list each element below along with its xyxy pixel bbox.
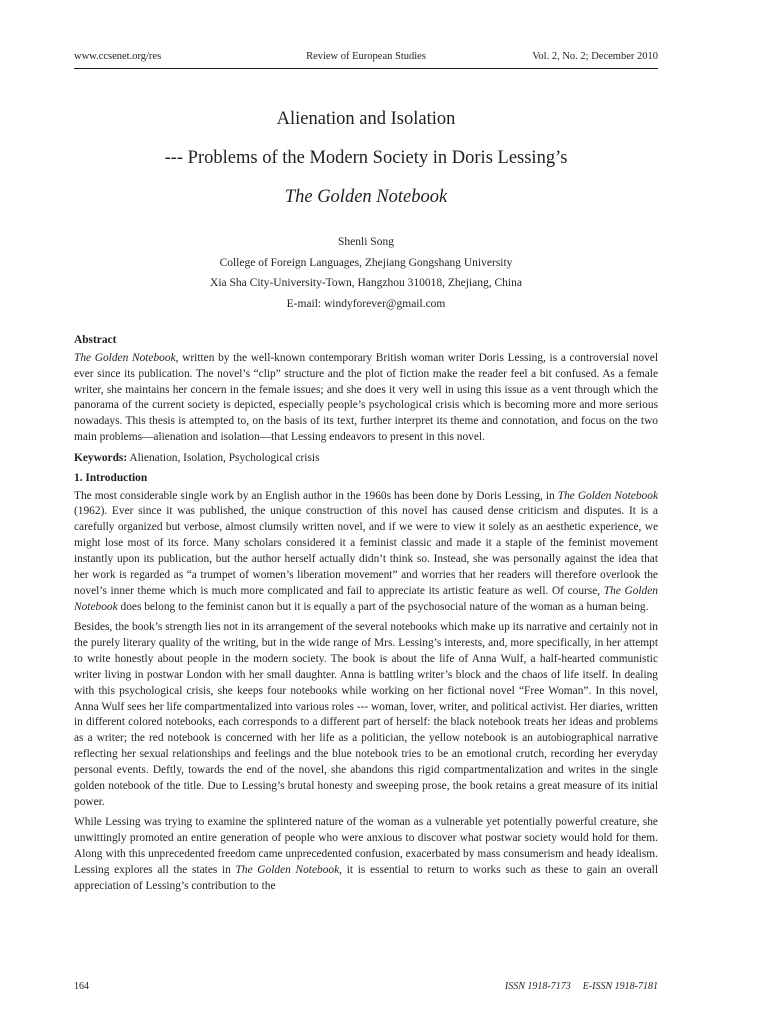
issn: ISSN 1918-7173 (504, 981, 571, 992)
author-name: Shenli Song (338, 236, 394, 248)
title-line-1: Alienation and Isolation (276, 109, 456, 129)
intro-p3-text-a: While Lessing was trying to examine the splintered nature of the woman as a vulnerable yet potentially powerful creature, she unwittingly promoted an entire generation of people who were anxious to discover what postwar society would hold for them. Along with this unprecedented freedom came unprecedented confusion, exacerbated by mass consumerism and heady idealism. Lessing explores all the states in (74, 816, 658, 876)
header-divider (74, 68, 658, 69)
author-affiliation: College of Foreign Languages, Zhejiang Gongshang University (219, 256, 513, 269)
keywords (74, 451, 658, 467)
introduction-heading: 1. Introduction (74, 471, 148, 484)
keywords-label: Keywords: (74, 451, 128, 464)
intro-p1-text-a: The most considerable single work by an English author in the 1960s has been done by Doris Lessing, in (74, 489, 558, 502)
introduction-paragraph-1 (74, 489, 658, 616)
page-number: 164 (74, 981, 89, 992)
paper-body (74, 333, 658, 900)
intro-p3-text-b: , it is essential to return to works such as these to gain an overall appreciation of Lessing’s contribution to the (74, 864, 658, 892)
intro-p1-book-title-2: The Golden Notebook (74, 584, 658, 613)
author-block (74, 232, 658, 314)
paper-page (74, 0, 658, 1024)
abstract-book-title: The Golden Notebook (74, 351, 176, 364)
introduction-paragraph-2: Besides, the book’s strength lies not in its arrangement of the several notebooks which make up its narrative and certainly not in the purely literary quality of the writing, but in the wide range of Mrs. Lessing’s interests, and, more specifically, in her attempt to write honestly about people in the modern society. The book is about the life of Anna Wulf, a half-hearted communistic writer living in postwar London with her small daughter. Anna is battling writer’s block and the chaos of life itself. In dealing with this psychological crisis, she keeps four notebooks while working on her fictional novel “Free Woman”. In this novel, Anna Wulf sees her life compartmentalized into various roles --- woman, lover, writer, and political activist. Her diaries, written in different colored notebooks, each corresponds to a different part of herself: the black notebook treats her ideas and problems as a writer; the red notebook is concerned with her life as a politician, the yellow notebook is an autobiographical narrative reflecting her sexual relationships and feelings and the blue notebook tries to be an emotional crutch, recording her everyday personal events. Deftly, towards the end of the novel, she abandons this rigid compartmentalization and writes in the single golden notebook of the title. Due to Lessing’s brutal honesty and sweeping prose, the book retains a great measure of its initial power. (74, 621, 658, 808)
intro-p1-text-b: (1962). Ever since it was published, the unique construction of this novel has caused dense criticism and disputes. It is a carefully organized but verbose, almost clumsily written novel, and if we were to view it solely as an aesthetic experience, we might lose most of its force. Many scholars considered it a feminist classic and made it a staple of the feminist movement instantly upon its publication, but the author herself actually didn’t think so. Instead, she was personally against the idea that her work is regarded as “a trumpet of women’s liberation movement” and worries that her readers will therefore overlook the novel’s inner theme which is much more complicated and fail to appreciate its artistic feature as well. Of course, (74, 505, 658, 597)
abstract-body: , written by the well-known contemporary British woman writer Doris Lessing, is a controversial novel ever since its publication. The novel’s “clip” structure and the plot of fiction make the reader feel a bit confused. As a female writer, she maintains her concern in the female issues; and she does it very well in using this issue as a vent through which the panorama of the current society is depicted, especially people’s psychological crisis which is becoming more and more serious nowadays. This thesis is attempted to, on the basis of its text, further interpret its theme and connotation, and focus on the two main problems—alienation and isolation—that Lessing endeavors to present in this novel. (74, 351, 658, 444)
keywords-list: Alienation, Isolation, Psychological crisis (127, 451, 320, 464)
abstract-text (74, 351, 658, 446)
eissn: E-ISSN 1918-7181 (582, 981, 658, 992)
journal-website: www.ccsenet.org/res (74, 51, 162, 62)
paper-title (74, 100, 658, 217)
intro-p1-book-title-1: The Golden Notebook (557, 489, 659, 502)
introduction-paragraph-3 (74, 815, 658, 894)
intro-p1-text-c: does belong to the feminist canon but it is equally a part of the psychosocial nature of the woman as a human being. (117, 600, 649, 613)
abstract-heading: Abstract (74, 334, 117, 346)
author-email: E-mail: windyforever@gmail.com (286, 297, 446, 310)
title-line-2: --- Problems of the Modern Society in Doris Lessing’s (164, 148, 568, 168)
title-line-3: The Golden Notebook (284, 187, 448, 207)
journal-volume: Vol. 2, No. 2; December 2010 (532, 51, 658, 62)
intro-p3-book-title: The Golden Notebook (235, 864, 340, 876)
issn-info (493, 980, 658, 994)
journal-name: Review of European Studies (306, 51, 426, 62)
author-address: Xia Sha City-University-Town, Hangzhou 310018, Zhejiang, China (210, 277, 522, 289)
